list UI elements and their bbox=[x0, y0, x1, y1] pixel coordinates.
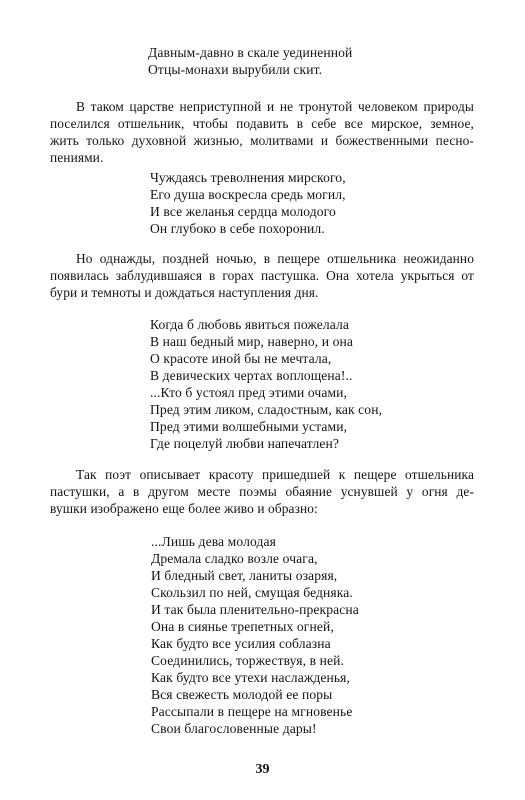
para2-line-1: Но однажды, поздней ночью, в пещере отшельника неожиданно bbox=[76, 251, 474, 266]
poem3-line-3: О красоте иной бы не мечтала, bbox=[150, 351, 332, 366]
poem4-line-7: Как будто все усилия соблазна bbox=[151, 636, 331, 651]
poem4-line-12: Свои благословенные дары! bbox=[151, 721, 317, 736]
para3-line-3: вушки изображено еще более живо и образно: bbox=[50, 501, 318, 516]
para1-line-2: поселился отшельник, чтобы подавить в себе все мирское, земное, bbox=[50, 116, 474, 131]
poem3-line-4: В девических чертах воплощена!.. bbox=[150, 368, 353, 383]
para1-line-4: пениями. bbox=[50, 150, 104, 165]
poem2-line-3: И все желанья сердца молодого bbox=[150, 204, 336, 219]
poem4-line-5: И так была пленительно-прекрасна bbox=[151, 602, 359, 617]
poem2-line-2: Его душа воскресла средь могил, bbox=[150, 187, 346, 202]
poem4-line-8: Соединились, торжествуя, в ней. bbox=[151, 653, 344, 668]
para1-line-3: жить только духовной жизнью, молитвами и божественными песно- bbox=[50, 133, 474, 148]
poem2-line-1: Чуждаясь треволнения мирского, bbox=[150, 170, 346, 185]
poem3-line-5: ...Кто б устоял пред этими очами, bbox=[150, 385, 348, 400]
poem3-line-7: Пред этими волшебными устами, bbox=[150, 419, 348, 434]
poem3-line-2: В наш бедный мир, наверно, и она bbox=[150, 334, 354, 349]
page-number: 39 bbox=[255, 762, 270, 777]
poem4-line-4: Скользил по ней, смущая бедняка. bbox=[151, 585, 353, 600]
poem4-line-10: Вся свежесть молодой ее поры bbox=[151, 687, 333, 702]
poem4-line-11: Рассыпали в пещере на мгновенье bbox=[151, 704, 353, 719]
para1-line-1: В таком царстве неприступной и не тронутой человеком природы bbox=[76, 99, 474, 114]
para3-line-2: пастушки, а в другом месте поэмы обаяние уснувшей у огня де- bbox=[50, 484, 474, 499]
poem1-line-2: Отцы-монахи вырубили скит. bbox=[148, 62, 323, 77]
poem2-line-4: Он глубоко в себе похоронил. bbox=[150, 221, 325, 236]
para2-line-3: бури и темноты и дождаться наступления дня. bbox=[50, 285, 319, 300]
para3-line-1: Так поэт описывает красоту пришедшей к пещере отшельника bbox=[76, 467, 474, 482]
poem4-line-3: И бледный свет, ланиты озаряя, bbox=[151, 568, 338, 583]
poem4-line-1: ...Лишь дева молодая bbox=[151, 534, 276, 549]
poem4-line-2: Дремала сладко возле очага, bbox=[151, 551, 318, 566]
para2-line-2: появилась заблудившаяся в горах пастушка. Она хотела укрыться от bbox=[50, 268, 474, 283]
poem3-line-1: Когда б любовь явиться пожелала bbox=[150, 317, 350, 332]
poem3-line-8: Где поцелуй любви напечатлен? bbox=[150, 436, 340, 451]
poem1-line-1: Давным-давно в скале уединенной bbox=[148, 45, 353, 60]
poem4-line-6: Она в сиянье трепетных огней, bbox=[151, 619, 334, 634]
poem4-line-9: Как будто все утехи наслажденья, bbox=[151, 670, 350, 685]
poem3-line-6: Пред этим ликом, сладостным, как сон, bbox=[150, 402, 383, 417]
